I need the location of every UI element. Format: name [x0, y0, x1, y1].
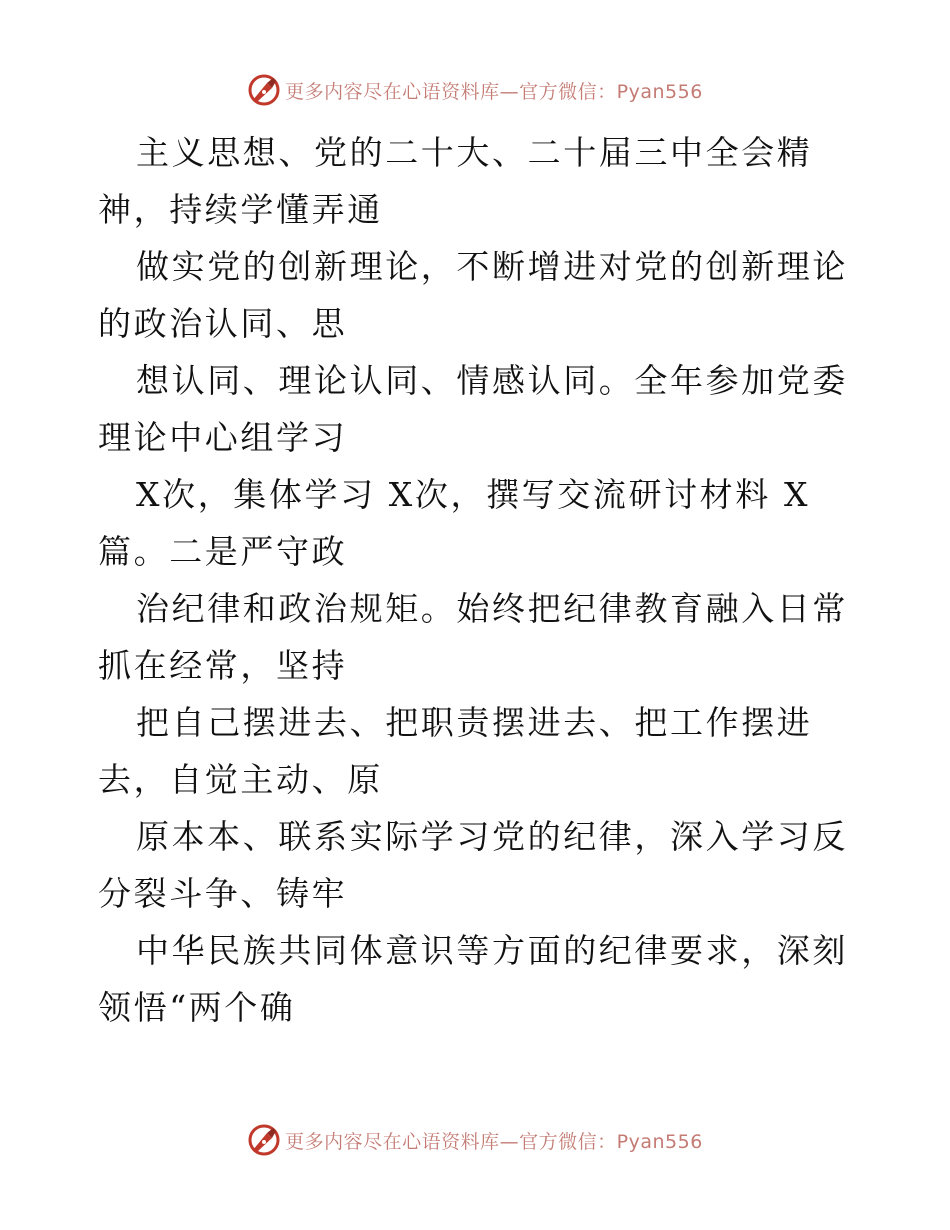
paragraph-4: X次，集体学习 X次，撰写交流研讨材料 X篇。二是严守政	[98, 475, 811, 571]
document-body	[98, 124, 858, 1036]
paragraph-5: 治纪律和政治规矩。始终把纪律教育融入日常抓在经常，坚持	[98, 589, 848, 685]
pen-nib-logo-icon	[247, 1123, 281, 1157]
pen-nib-logo-icon	[247, 73, 281, 107]
footer-banner	[0, 1120, 950, 1160]
paragraph-8: 中华民族共同体意识等方面的纪律要求，深刻领悟“两个确	[98, 931, 848, 1027]
header-banner-text: 更多内容尽在心语资料库—官方微信：Pyan556	[285, 80, 703, 103]
header-banner	[0, 70, 950, 110]
paragraph-6: 把自己摆进去、把职责摆进去、把工作摆进去，自觉主动、原	[98, 703, 813, 799]
paragraph-7: 原本本、联系实际学习党的纪律，深入学习反分裂斗争、铸牢	[98, 817, 848, 913]
paragraph-1: 主义思想、党的二十大、二十届三中全会精神，持续学懂弄通	[98, 133, 813, 229]
paragraph-3: 想认同、理论认同、情感认同。全年参加党委理论中心组学习	[98, 361, 848, 457]
footer-banner-text: 更多内容尽在心语资料库—官方微信：Pyan556	[285, 1130, 703, 1153]
paragraph-2: 做实党的创新理论，不断增进对党的创新理论的政治认同、思	[98, 247, 848, 343]
